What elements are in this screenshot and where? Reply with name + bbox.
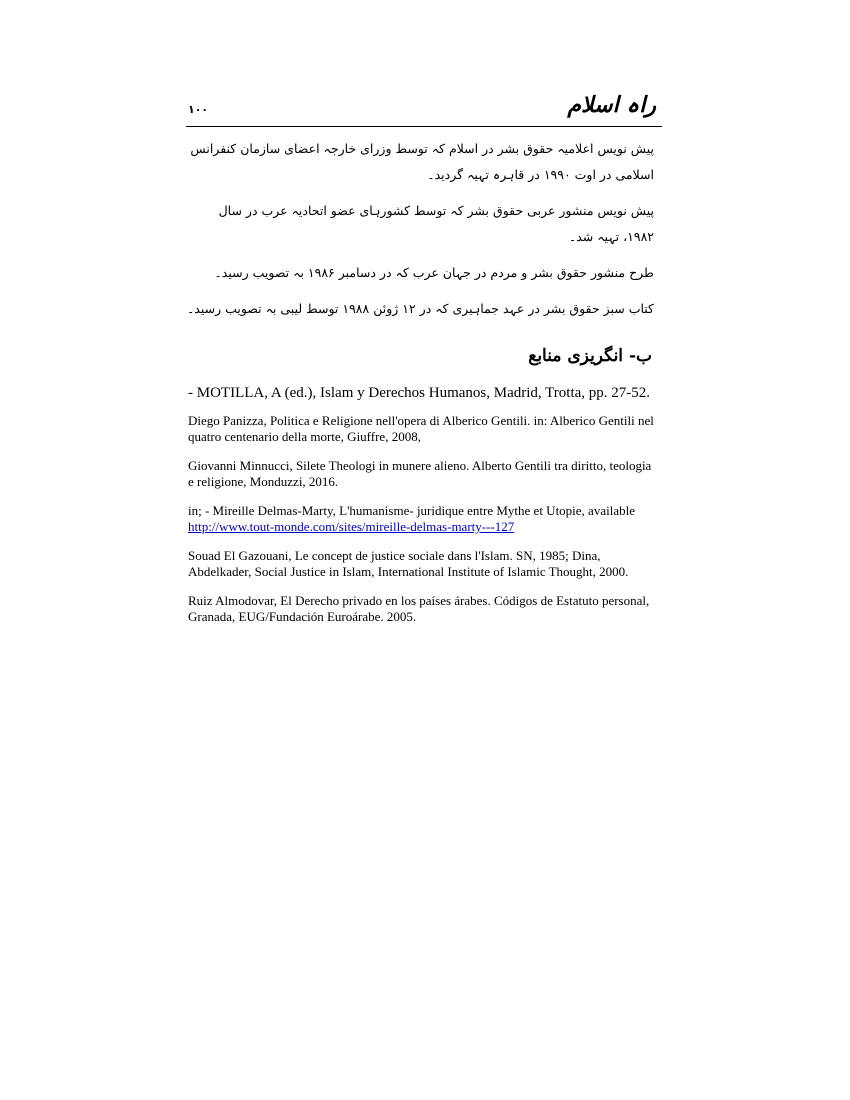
persian-reference-item: پیش نویس اعلامیہ حقوق بشر در اسلام کہ توسط وزرای خارجہ اعضای سازمان کنفرانس اسلامی در اوت ۱۹۹۰ در قاہرہ تہیہ گردید۔ [190, 141, 654, 182]
english-sources-heading: ب- انگریزی منابع [528, 346, 652, 366]
persian-references [186, 136, 654, 332]
page-number: ۱۰۰ [188, 103, 209, 116]
reference-item: Giovanni Minnucci, Silete Theologi in munere alieno. Alberto Gentili tra diritto, teologia e religione, Monduzzi, 2016. [188, 458, 652, 489]
persian-reference-item: طرح منشور حقوق بشر و مردم در جہان عرب کہ در دسامبر ۱۹۸۶ بہ تصویب رسید۔ [214, 265, 654, 280]
reference-link[interactable]: http://www.tout-monde.com/sites/mireille-delmas-marty---127 [188, 519, 515, 534]
reference-item: Souad El Gazouani, Le concept de justice sociale dans l'Islam. SN, 1985; Dina, Abdelkader, Social Justice in Islam, International Institute of Islamic Thought, 2000. [188, 548, 629, 579]
persian-reference-item: کتاب سبز حقوق بشر در عہد جماہیری کہ در ۱۲ ژوئن ۱۹۸۸ توسط لیبی بہ تصویب رسید۔ [186, 301, 654, 316]
reference-item: Diego Panizza, Politica e Religione nell'opera di Alberico Gentili. in: Alberico Gentili nel quatro centenario della morte, Giuffre, 2008, [188, 413, 654, 444]
persian-reference-item: پیش نویس منشور عربی حقوق بشر کہ توسط کشورہای عضو اتحادیہ عرب در سال ۱۹۸۲، تہیہ شد۔ [218, 203, 654, 244]
reference-item [188, 503, 658, 535]
reference-item: Ruiz Almodovar, El Derecho privado en los países árabes. Códigos de Estatuto personal, Granada, EUG/Fundación Euroárabe. 2005. [188, 593, 650, 624]
reference-text: in; - Mireille Delmas-Marty, L'humanisme- juridique entre Mythe et Utopie, available [188, 503, 635, 518]
journal-title-logo: راہ اسلام [567, 92, 656, 118]
reference-item: - MOTILLA, A (ed.), Islam y Derechos Humanos, Madrid, Trotta, pp. 27-52. [188, 385, 651, 401]
english-references [188, 383, 658, 638]
page-header [186, 86, 662, 127]
